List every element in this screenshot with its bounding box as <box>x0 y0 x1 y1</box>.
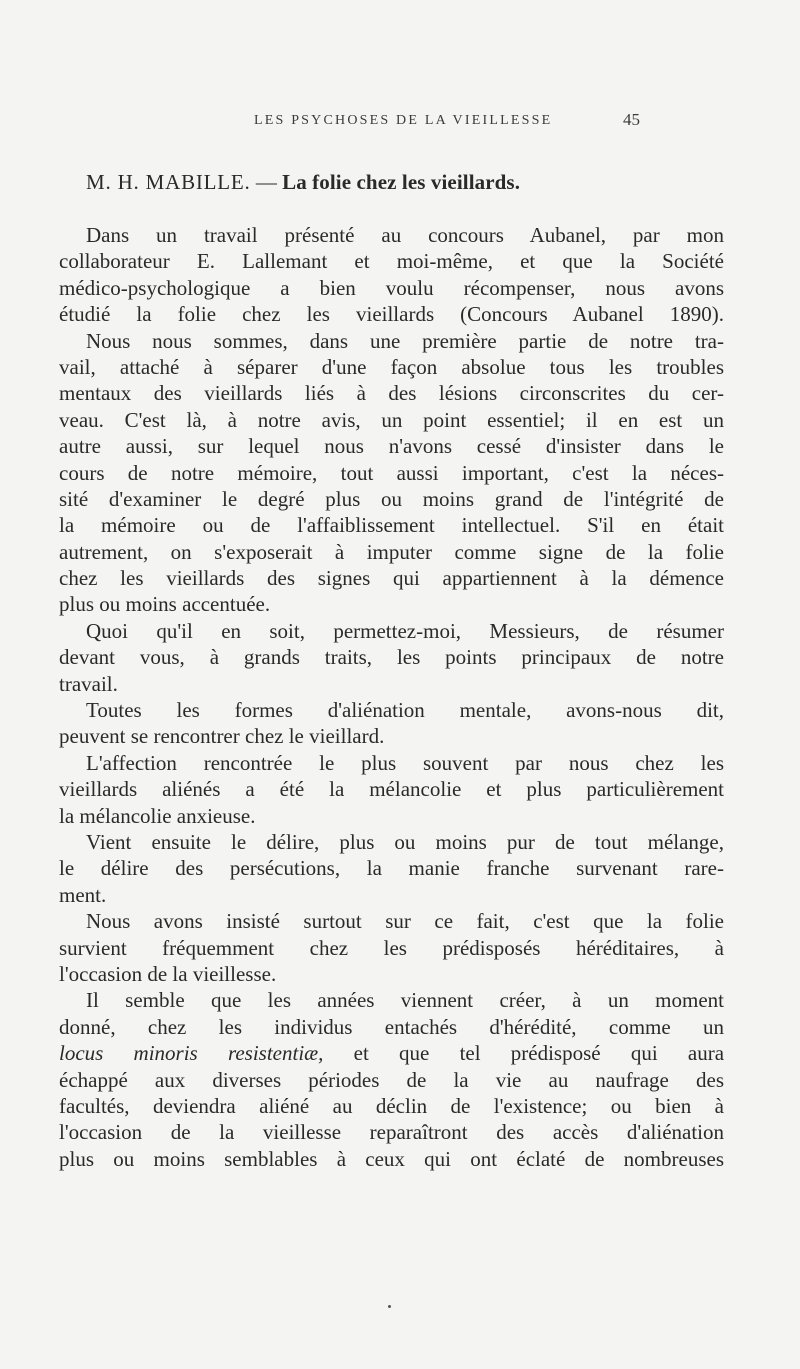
text-line: Dans un travail présenté au concours Aubanel, par mon <box>86 223 724 247</box>
latin-italic-phrase: locus minoris resistentiæ, <box>59 1041 324 1066</box>
text-line: plus ou moins semblables à ceux qui ont éclaté de nombreuses <box>59 1146 724 1171</box>
text-line: étudié la folie chez les vieillards (Concours Aubanel 1890). <box>59 302 724 327</box>
text-line: l'occasion de la vieillesse. <box>59 961 277 986</box>
text-line: Il semble que les années viennent créer, à un moment <box>86 988 724 1013</box>
text-line: autrement, on s'exposerait à imputer comme signe de la folie <box>59 539 724 564</box>
text-line: peuvent se rencontrer chez le vieillard. <box>59 724 385 749</box>
text-line: échappé aux diverses périodes de la vie au naufrage des <box>59 1067 724 1092</box>
text-line: ment. <box>59 882 107 907</box>
text-line: sité d'examiner le degré plus ou moins grand de l'intégrité de <box>59 486 724 511</box>
text-line: collaborateur E. Lallemant et moi-même, et que la Société <box>59 249 724 274</box>
text-line: Vient ensuite le délire, plus ou moins pur de tout mélange, <box>86 829 724 854</box>
text-line: chez les vieillards des signes qui appartiennent à la démence <box>59 566 724 591</box>
text-line: la mélancolie anxieuse. <box>59 803 256 828</box>
body-text <box>59 222 724 1172</box>
section-work-title: La folie chez les vieillards. <box>282 170 521 194</box>
text-line: vieillards aliénés a été la mélancolie et plus particulièrement <box>59 777 724 802</box>
section-title <box>86 169 726 195</box>
text-line: cours de notre mémoire, tout aussi important, c'est la néces- <box>59 460 724 485</box>
text-line: vail, attaché à séparer d'une façon absolue tous les troubles <box>59 354 724 379</box>
text-line: l'occasion de la vieillesse reparaîtront des accès d'aliénation <box>59 1120 724 1145</box>
text-line: la mémoire ou de l'affaiblissement intellectuel. S'il en était <box>59 513 724 538</box>
text-line: plus ou moins accentuée. <box>59 592 271 617</box>
section-author: M. H. MABILLE. <box>86 170 251 194</box>
running-title: LES PSYCHOSES DE LA VIEILLESSE <box>254 113 553 128</box>
page-number: 45 <box>623 110 640 129</box>
text-line: le délire des persécutions, la manie franche survenant rare- <box>59 856 724 881</box>
text-line: devant vous, à grands traits, les points principaux de notre <box>59 645 724 670</box>
text-line: autre aussi, sur lequel nous n'avons cessé d'insister dans le <box>59 434 724 459</box>
text-line: Nous avons insisté surtout sur ce fait, c'est que la folie <box>86 909 724 934</box>
text-line: facultés, deviendra aliéné au déclin de l'existence; ou bien à <box>59 1093 724 1118</box>
text-line: Nous nous sommes, dans une première partie de notre tra- <box>86 328 724 353</box>
text-line-with-italic <box>59 1040 724 1066</box>
title-dash: — <box>250 170 283 194</box>
text-line: Toutes les formes d'aliénation mentale, avons-nous dit, <box>86 698 724 723</box>
text-line-rest: et que tel prédisposé qui aura <box>323 1041 725 1066</box>
text-line: travail. <box>59 671 118 696</box>
text-line: veau. C'est là, à notre avis, un point essentiel; il en est un <box>59 407 724 432</box>
text-line: survient fréquemment chez les prédisposés héréditaires, à <box>59 935 724 960</box>
text-line: médico-psychologique a bien voulu récompenser, nous avons <box>59 275 724 300</box>
text-line: L'affection rencontrée le plus souvent par nous chez les <box>86 750 724 775</box>
text-line: mentaux des vieillards liés à des lésions circonscrites du cer- <box>59 381 724 406</box>
paper-speck <box>388 1305 391 1308</box>
text-line: donné, chez les individus entachés d'hérédité, comme un <box>59 1014 724 1039</box>
text-line: Quoi qu'il en soit, permettez-moi, Messieurs, de résumer <box>86 618 724 643</box>
